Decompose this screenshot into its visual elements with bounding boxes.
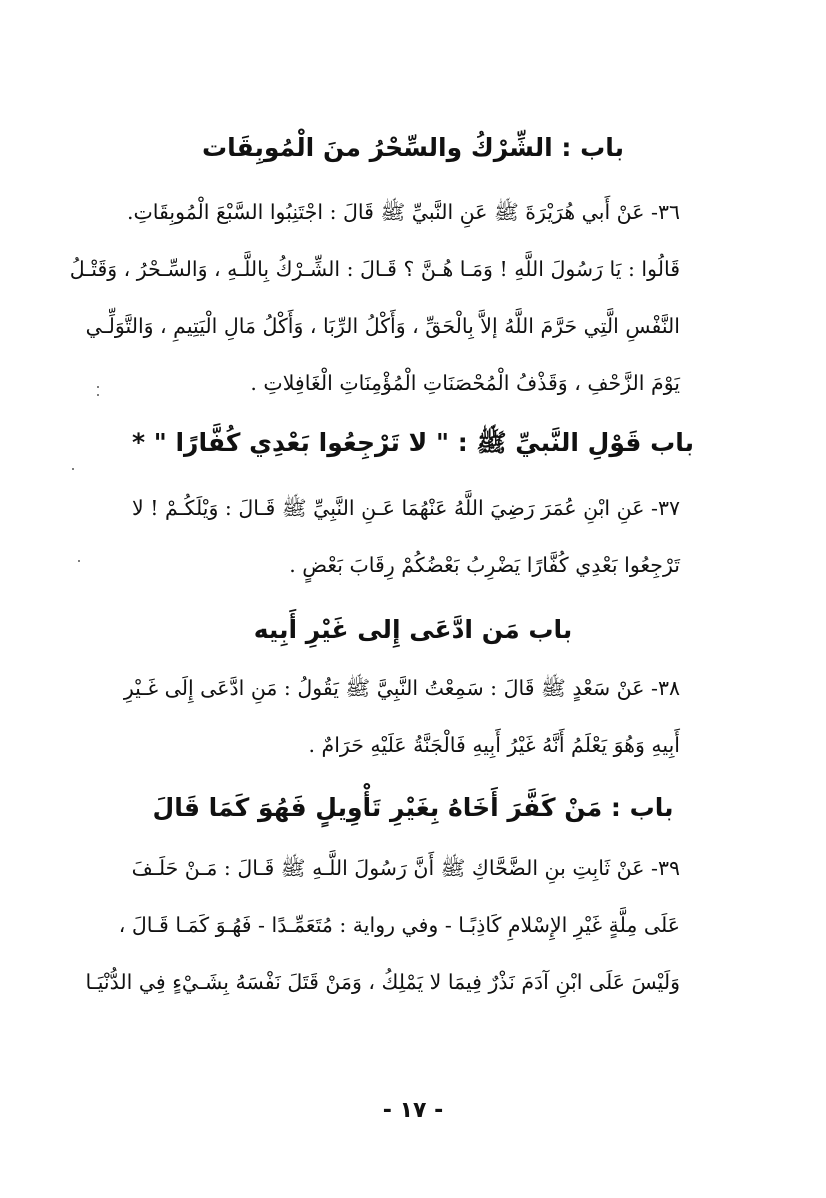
hadith-38-line-2: أَبِيهِ وَهُوَ يَعْلَمُ أَنَّهُ غَيْرُ أَبِيهِ فَالْجَنَّةُ عَلَيْهِ حَرَامٌ . [308, 733, 680, 757]
scan-speck [97, 386, 99, 388]
hadith-39-line-3: وَلَيْسَ عَلَى ابْنِ آدَمَ نَذْرٌ فِيمَا لا يَمْلِكُ ، وَمَنْ قَتَلَ نَفْسَهُ بِشَـيْءٍ فِي الدُّنْيَـا [85, 970, 680, 994]
hadith-37-line-2: تَرْجِعُوا بَعْدِي كُفَّارًا يَضْرِبُ بَعْضُكُمْ رِقَابَ بَعْضٍ . [289, 553, 680, 577]
hadith-36-line-1: ٣٦- عَنْ أَبي هُرَيْرَةَ ﷺ عَنِ النَّبيِّ ﷺ قَالَ : اجْتَنِبُوا السَّبْعَ الْمُوبِقَاتِ. [126, 200, 680, 224]
hadith-36-line-2: قَالُوا : يَا رَسُولَ اللَّهِ ! وَمَـا هُـنَّ ؟ قَـالَ : الشِّـرْكُ بِاللَّـهِ ، وَالسِّـحْرُ ، وَقَتْـلُ [69, 257, 680, 281]
scan-speck [97, 394, 99, 396]
chapter-heading-la-tarjiu: باب قَوْلِ النَّبيِّ ﷺ : " لا تَرْجِعُوا بَعْدِي كُفَّارًا " * [131, 428, 694, 457]
page-number: - ١٧ - [382, 1098, 444, 1123]
hadith-39-line-2: عَلَى مِلَّةٍ غَيْرِ الإِسْلامِ كَاذِبًـا - وفي رواية : مُتَعَمِّـدًا - فَهُـوَ كَمَـا قَـالَ ، [118, 913, 680, 937]
hadith-37 [132, 480, 680, 594]
hadith-39 [85, 840, 680, 1011]
hadith-37-line-1: ٣٧- عَنِ ابْنِ عُمَرَ رَضِيَ اللَّهُ عَنْهُمَا عَـنِ النَّبِيِّ ﷺ قَـالَ : وَيْلَكُـمْ ! لا [132, 496, 680, 520]
chapter-heading-man-kaffara: باب : مَنْ كَفَّرَ أَخَاهُ بِغَيْرِ تَأْوِيلٍ فَهُوَ كَمَا قَالَ [152, 793, 674, 822]
chapter-heading-man-iddaa: باب مَن ادَّعَى إِلى غَيْرِ أَبِيه [253, 615, 573, 644]
chapter-heading-shirk-sihr: باب : الشِّرْكُ والسِّحْرُ منَ الْمُوبِقَات [201, 133, 625, 162]
hadith-38-line-1: ٣٨- عَنْ سَعْدٍ ﷺ قَالَ : سَمِعْتُ النَّبِيَّ ﷺ يَقُولُ : مَنِ ادَّعَى إِلَى غَـيْرِ [123, 676, 680, 700]
scan-speck [78, 560, 80, 562]
hadith-39-line-1: ٣٩- عَنْ ثَابِتِ بنِ الضَّحَّاكِ ﷺ أَنَّ رَسُولَ اللَّـهِ ﷺ قَـالَ : مَـنْ حَلَـفَ [131, 856, 680, 880]
hadith-36-line-4: يَوْمَ الزَّحْفِ ، وَقَذْفُ الْمُحْصَنَاتِ الْمُؤْمِنَاتِ الْغَافِلاتِ . [250, 371, 680, 395]
hadith-38 [123, 660, 680, 774]
hadith-36-line-3: النَّفْسِ الَّتِي حَرَّمَ اللَّهُ إلاَّ بِالْحَقِّ ، وَأَكْلُ الرِّبَا ، وَأَكْلُ مَالِ الْيَتِيمِ ، وَالتَّوَلِّـي [85, 314, 680, 338]
hadith-36 [69, 184, 680, 412]
scan-speck [72, 468, 74, 470]
